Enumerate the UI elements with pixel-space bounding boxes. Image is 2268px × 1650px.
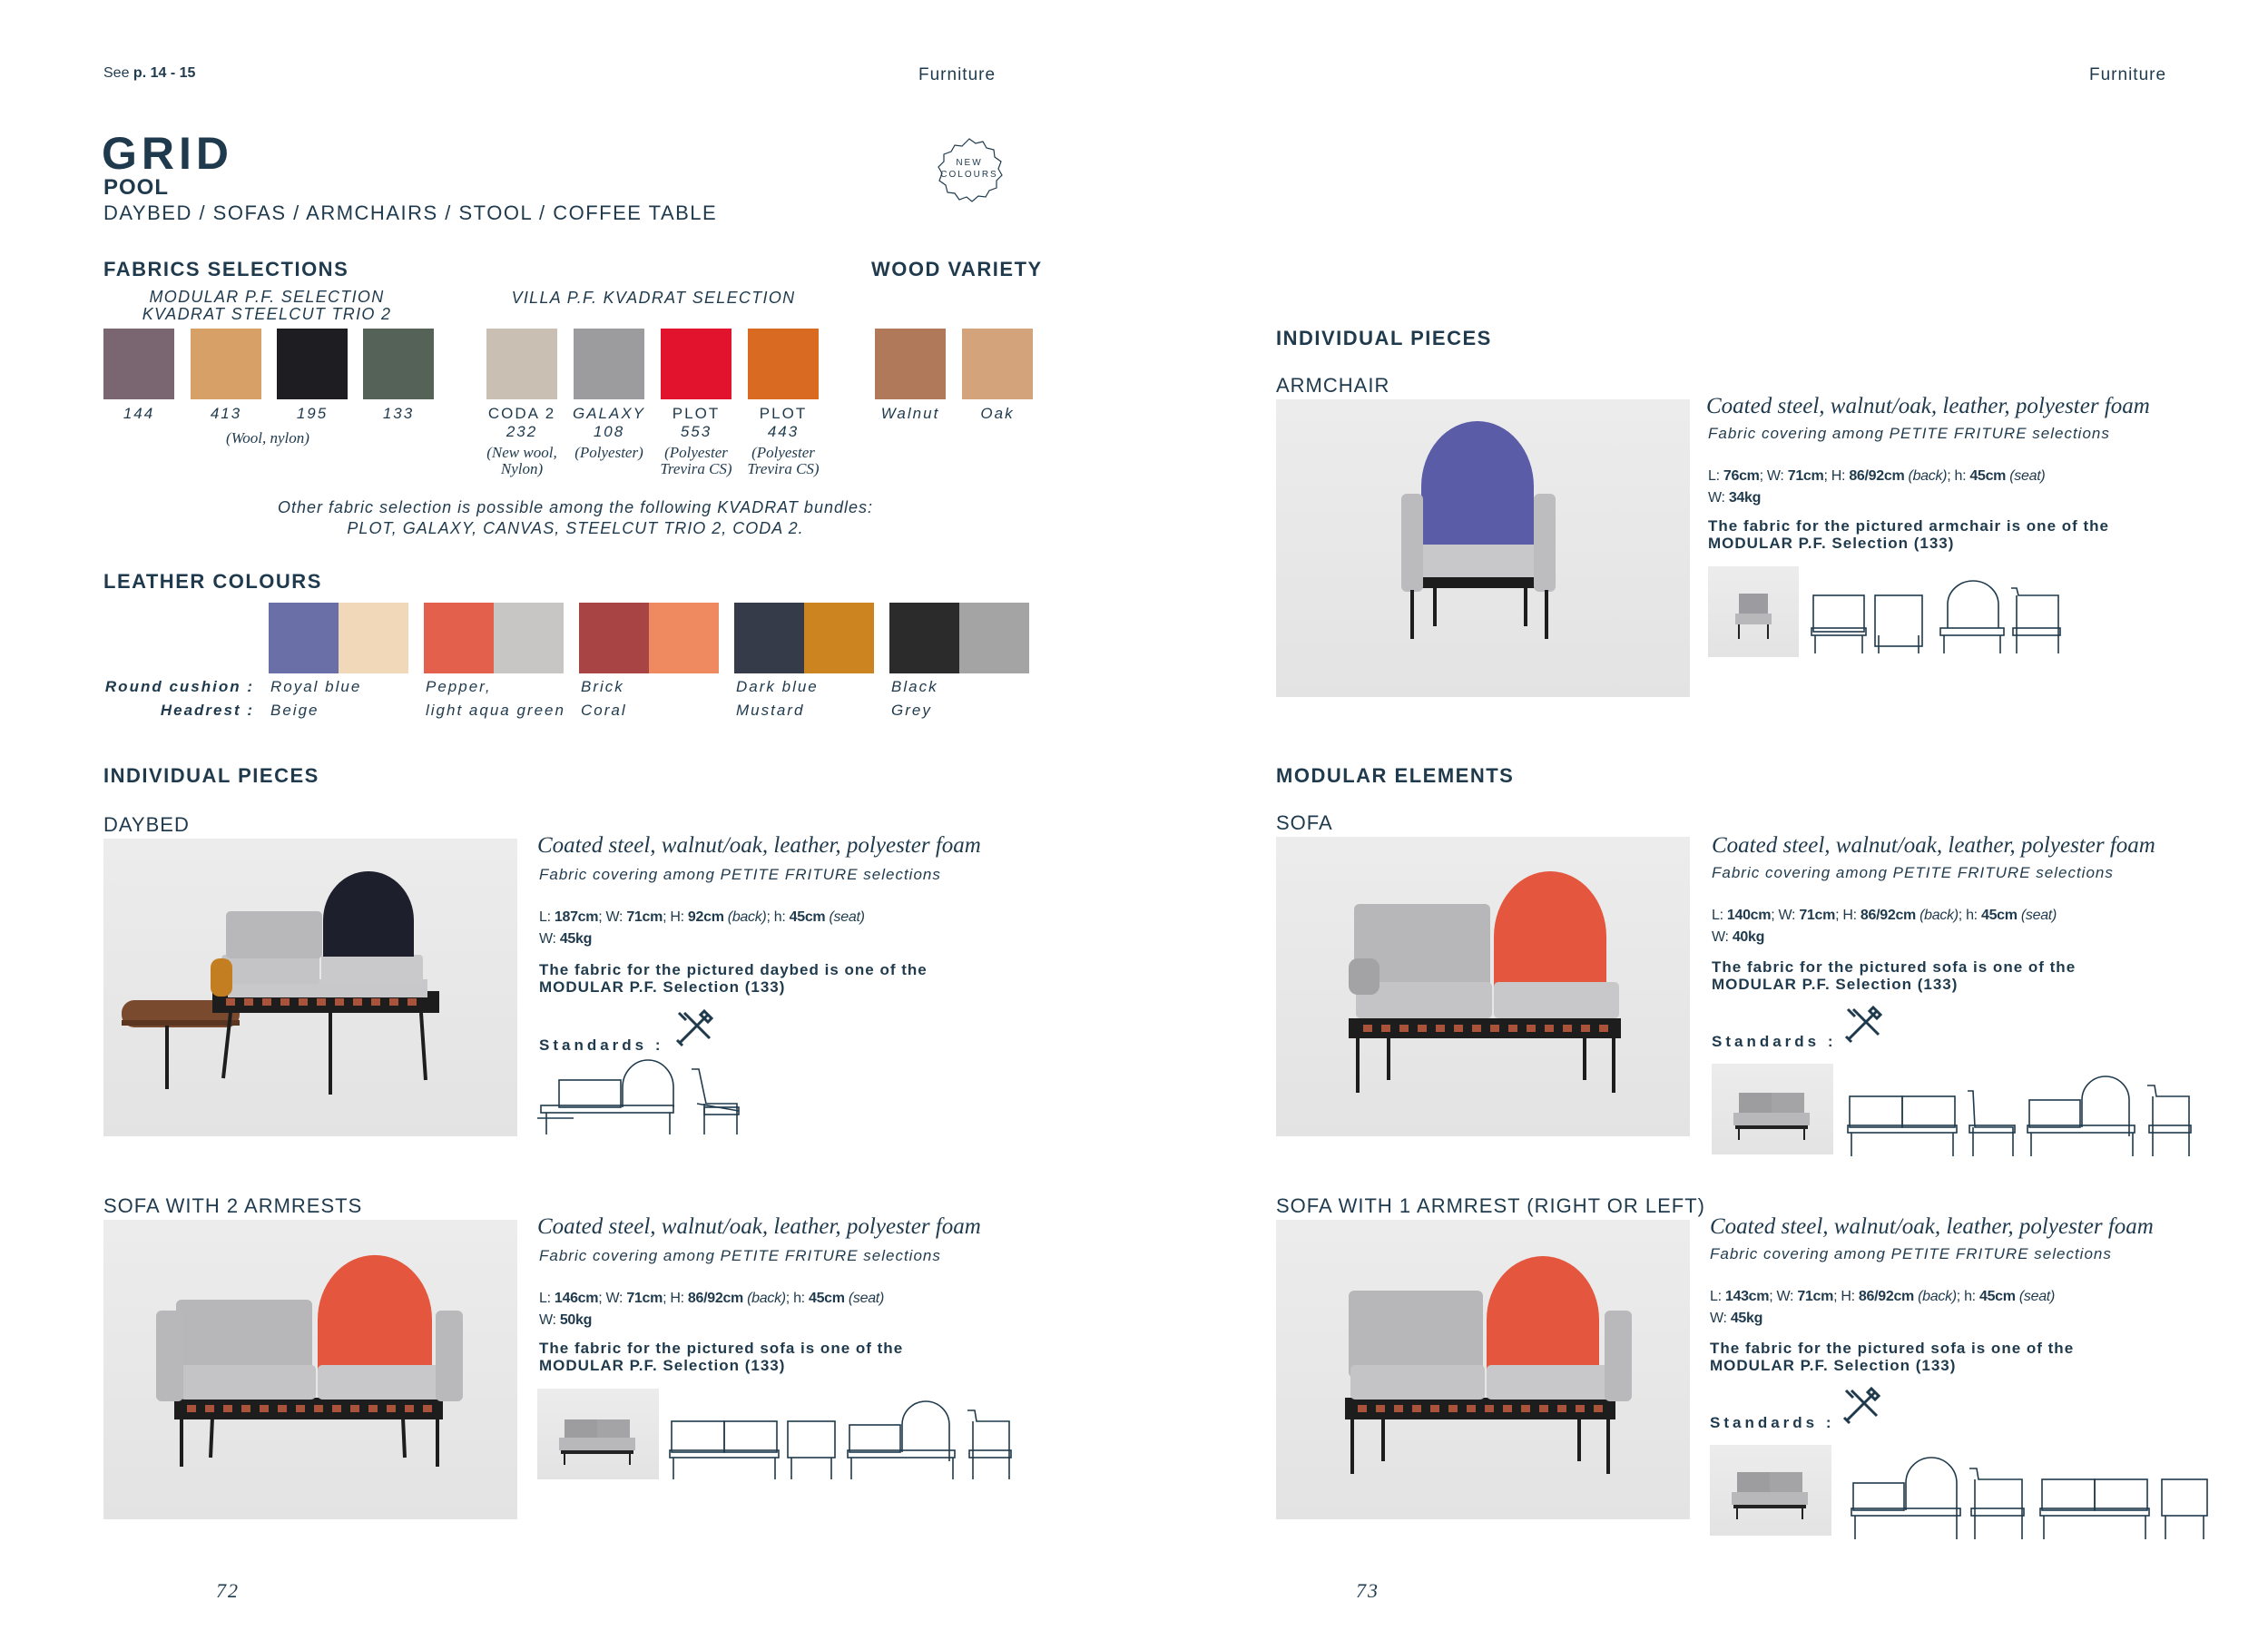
armchair-dimensions: L: 76cm; W: 71cm; H: 86/92cm (back); h: 45cm (seat)	[1708, 468, 2046, 484]
wood-heading: WOOD VARIETY	[871, 258, 1043, 280]
sofa2-fabric-note: The fabric for the pictured sofa is one of the MODULAR P.F. Selection (133)	[539, 1340, 904, 1374]
modular-selection-title: MODULAR P.F. SELECTION KVADRAT STEELCUT TRIO 2	[142, 288, 392, 323]
wood-swatch-walnut	[875, 329, 946, 399]
leather-headrest-swatch	[494, 603, 564, 673]
see-pages-reference: See p. 14 - 15	[103, 65, 196, 81]
individual-pieces-heading: INDIVIDUAL PIECES	[1276, 327, 1492, 349]
daybed-covering: Fabric covering among PETITE FRITURE selections	[539, 866, 941, 883]
fabric-swatch-144	[103, 329, 174, 399]
leather-cushion-swatch	[734, 603, 804, 673]
fabric-code: 195	[296, 405, 329, 422]
fabrics-heading: FABRICS SELECTIONS	[103, 258, 349, 280]
sofa2-covering: Fabric covering among PETITE FRITURE selections	[539, 1247, 941, 1264]
wood-name: Oak	[980, 405, 1015, 422]
armchair-material: Coated steel, walnut/oak, leather, polyester foam	[1706, 394, 2150, 418]
sofa-title: SOFA	[1276, 811, 1333, 834]
armchair-illustration	[1276, 399, 1690, 697]
villa-swatch-label: CODA 2 232 (New wool, Nylon)	[486, 405, 557, 477]
leather-cushion-swatch	[579, 603, 649, 673]
sofa2-title: SOFA WITH 2 ARMRESTS	[103, 1194, 363, 1217]
fabric-swatch-195	[277, 329, 348, 399]
villa-selection-title: VILLA P.F. KVADRAT SELECTION	[511, 289, 796, 307]
sofa-thumbnail	[1712, 1064, 1833, 1154]
leather-heading: LEATHER COLOURS	[103, 570, 322, 593]
product-title: GRID	[102, 128, 233, 179]
badge-line-2: COLOURS	[940, 170, 998, 180]
villa-swatch-label: PLOT 553 (Polyester Trevira CS)	[660, 405, 732, 477]
product-subtitle: POOL	[103, 175, 170, 200]
fabric-swatch-plot-553	[661, 329, 731, 399]
sofa1-weight: W: 45kg	[1710, 1311, 1763, 1326]
section-header: Furniture	[918, 65, 997, 84]
daybed-weight: W: 45kg	[539, 931, 593, 947]
leather-headrest-swatch	[959, 603, 1029, 673]
daybed-standards-label: Standards :	[539, 1036, 664, 1054]
leather-cushion-swatch	[424, 603, 494, 673]
leather-colour-label: Black Grey	[891, 678, 938, 719]
sofa1-dimensions: L: 143cm; W: 71cm; H: 86/92cm (back); h: 45cm (seat)	[1710, 1289, 2055, 1304]
fabric-swatch-galaxy	[574, 329, 644, 399]
individual-pieces-heading: INDIVIDUAL PIECES	[103, 764, 319, 787]
villa-swatch-label: GALAXY 108 (Polyester)	[572, 405, 646, 461]
leather-cushion-swatch	[889, 603, 959, 673]
leather-headrest-swatch	[339, 603, 408, 673]
sofa2-line-drawings	[670, 1407, 1024, 1479]
armchair-covering: Fabric covering among PETITE FRITURE selections	[1708, 425, 2110, 442]
sofa2-thumbnail	[537, 1389, 659, 1479]
modular-elements-heading: MODULAR ELEMENTS	[1276, 764, 1515, 787]
armchair-line-drawings	[1811, 584, 2075, 657]
sofa1-material: Coated steel, walnut/oak, leather, polyester foam	[1710, 1214, 2154, 1239]
sofa2-photo	[103, 1220, 517, 1519]
villa-swatch-label: PLOT 443 (Polyester Trevira CS)	[747, 405, 820, 477]
fabric-swatch-coda	[486, 329, 557, 399]
sofa1-covering: Fabric covering among PETITE FRITURE selections	[1710, 1245, 2112, 1262]
sofa1-thumbnail	[1710, 1445, 1831, 1536]
sofa-illustration	[1276, 837, 1690, 1136]
leather-cushion-swatch	[269, 603, 339, 673]
daybed-technical-drawings	[537, 1062, 746, 1143]
leather-colour-label: Dark blue Mustard	[736, 678, 819, 719]
other-fabrics-note: Other fabric selection is possible among the following KVADRAT bundles: PLOT, GALAXY, CANVAS, STEELCUT TRIO 2, CODA 2.	[278, 498, 873, 537]
sofa1-title: SOFA WITH 1 ARMREST (RIGHT OR LEFT)	[1276, 1194, 1706, 1217]
sofa2-technical-drawings	[670, 1407, 1024, 1484]
sofa-fabric-note: The fabric for the pictured sofa is one of the MODULAR P.F. Selection (133)	[1712, 958, 2077, 993]
fabric-code: 413	[210, 405, 242, 422]
tools-icon	[673, 1007, 715, 1054]
sofa-technical-drawings	[1848, 1082, 2211, 1161]
sofa2-weight: W: 50kg	[539, 1312, 593, 1328]
sofa-covering: Fabric covering among PETITE FRITURE selections	[1712, 864, 2114, 881]
daybed-illustration	[103, 839, 517, 1136]
daybed-material: Coated steel, walnut/oak, leather, polyester foam	[537, 833, 981, 858]
sofa-standards-label: Standards :	[1712, 1033, 1837, 1050]
fabric-code: 133	[382, 405, 415, 422]
leather-colour-label: Royal blue Beige	[270, 678, 362, 719]
armchair-title: ARMCHAIR	[1276, 374, 1390, 397]
sofa1-standards-label: Standards :	[1710, 1414, 1835, 1431]
sofa1-photo	[1276, 1220, 1690, 1519]
sofa-material: Coated steel, walnut/oak, leather, polyester foam	[1712, 833, 2155, 858]
page-number: 72	[216, 1579, 240, 1602]
sofa1-illustration	[1276, 1220, 1690, 1519]
sofa2-material: Coated steel, walnut/oak, leather, polyester foam	[537, 1214, 981, 1239]
daybed-photo	[103, 839, 517, 1136]
section-header: Furniture	[2089, 65, 2167, 84]
armchair-thumbnail	[1708, 566, 1799, 657]
page-number: 73	[1356, 1579, 1379, 1602]
fabric-swatch-413	[191, 329, 261, 399]
sofa-weight: W: 40kg	[1712, 929, 1765, 945]
armchair-weight: W: 34kg	[1708, 490, 1762, 506]
leather-colour-label: Brick Coral	[581, 678, 627, 719]
daybed-dimensions: L: 187cm; W: 71cm; H: 92cm (back); h: 45cm (seat)	[539, 909, 865, 925]
armchair-technical-drawings	[1811, 584, 2075, 662]
leather-row-labels: Round cushion : Headrest :	[104, 678, 254, 719]
fabric-code: 144	[123, 405, 155, 422]
leather-headrest-swatch	[649, 603, 719, 673]
fabric-swatch-133	[363, 329, 434, 399]
tools-icon	[1841, 1385, 1882, 1431]
fabric-swatch-plot-443	[748, 329, 819, 399]
daybed-fabric-note: The fabric for the pictured daybed is one of the MODULAR P.F. Selection (133)	[539, 961, 928, 996]
sofa-line-drawings	[1848, 1082, 2211, 1156]
modular-composition-note: (Wool, nylon)	[226, 429, 309, 447]
tools-icon	[1842, 1004, 1884, 1050]
daybed-title: DAYBED	[103, 813, 190, 836]
leather-headrest-swatch	[804, 603, 874, 673]
sofa2-illustration	[103, 1220, 517, 1519]
right-page	[1134, 0, 2268, 1650]
product-range: DAYBED / SOFAS / ARMCHAIRS / STOOL / COFFEE TABLE	[103, 201, 718, 224]
leather-colour-label: Pepper, light aqua green	[426, 678, 565, 719]
sofa-dimensions: L: 140cm; W: 71cm; H: 86/92cm (back); h: 45cm (seat)	[1712, 908, 2057, 923]
sofa1-technical-drawings	[1851, 1465, 2214, 1544]
sofa1-fabric-note: The fabric for the pictured sofa is one of the MODULAR P.F. Selection (133)	[1710, 1340, 2075, 1374]
wood-swatch-oak	[962, 329, 1033, 399]
armchair-photo	[1276, 399, 1690, 697]
new-colours-badge	[935, 136, 1004, 205]
daybed-line-drawing	[537, 1062, 746, 1138]
armchair-fabric-note: The fabric for the pictured armchair is one of the MODULAR P.F. Selection (133)	[1708, 517, 2110, 552]
sofa2-dimensions: L: 146cm; W: 71cm; H: 86/92cm (back); h: 45cm (seat)	[539, 1291, 884, 1306]
badge-line-1: NEW	[956, 158, 983, 168]
sofa-photo	[1276, 837, 1690, 1136]
sofa1-line-drawings	[1851, 1465, 2214, 1539]
wood-name: Walnut	[880, 405, 940, 422]
